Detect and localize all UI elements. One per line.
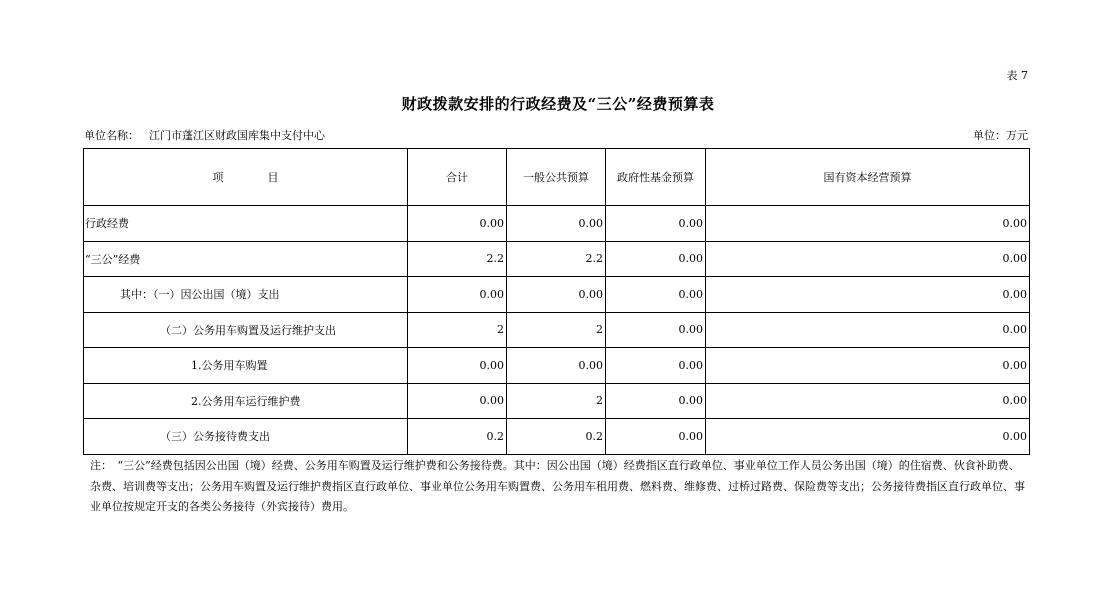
table-row xyxy=(84,206,1030,242)
header-state-capital-budget: 国有资本经营预算 xyxy=(706,149,1030,206)
row-item: 行政经费 xyxy=(84,206,408,242)
row-total: 0.2 xyxy=(408,419,507,455)
row-state: 0.00 xyxy=(706,348,1030,384)
row-state: 0.00 xyxy=(706,312,1030,348)
row-general: 0.2 xyxy=(507,419,606,455)
table-row xyxy=(84,419,1030,455)
row-general: 2.2 xyxy=(507,241,606,277)
row-general: 0.00 xyxy=(507,277,606,313)
row-general: 2 xyxy=(507,383,606,419)
row-fund: 0.00 xyxy=(606,312,706,348)
row-state: 0.00 xyxy=(706,383,1030,419)
row-fund: 0.00 xyxy=(606,206,706,242)
footnote: 注： “三公”经费包括因公出国（境）经费、公务用车购置及运行维护费和公务接待费。其中：因公出国（境）经费指区直行政单位、事业单位工作人员公务出国（境）的住宿费、伙食补助费、杂费、培训费等支出；公务用车购置及运行维护费指区直行政单位、事业单位公务用车购置费、公务用车租用费、燃料费、维修费、过桥过路费、保险费等支出；公务接待费指区直行政单位、事业单位按规定开支的各类公务接待（外宾接待）费用。 xyxy=(90,459,1025,513)
row-total: 0.00 xyxy=(408,206,507,242)
row-item: 1.公务用车购置 xyxy=(84,348,408,384)
row-fund: 0.00 xyxy=(606,348,706,384)
row-state: 0.00 xyxy=(706,241,1030,277)
table-number: 表 7 xyxy=(1006,69,1028,82)
row-total: 0.00 xyxy=(408,383,507,419)
row-total: 2.2 xyxy=(408,241,507,277)
row-fund: 0.00 xyxy=(606,277,706,313)
row-item: （三）公务接待费支出 xyxy=(84,419,408,455)
table-row xyxy=(84,312,1030,348)
row-fund: 0.00 xyxy=(606,383,706,419)
row-item: “三公”经费 xyxy=(84,241,408,277)
row-total: 0.00 xyxy=(408,348,507,384)
row-general: 2 xyxy=(507,312,606,348)
row-fund: 0.00 xyxy=(606,241,706,277)
table-row xyxy=(84,241,1030,277)
money-unit: 单位：万元 xyxy=(973,129,1028,142)
page-title: 财政拨款安排的行政经费及“三公”经费预算表 xyxy=(401,95,715,113)
table-row xyxy=(84,383,1030,419)
row-general: 0.00 xyxy=(507,348,606,384)
unit-name-line xyxy=(84,127,325,143)
unit-name-label: 单位名称： xyxy=(84,129,139,142)
header-item: 项 目 xyxy=(84,149,408,206)
row-state: 0.00 xyxy=(706,277,1030,313)
header-fund-budget: 政府性基金预算 xyxy=(606,149,706,206)
row-state: 0.00 xyxy=(706,419,1030,455)
row-total: 2 xyxy=(408,312,507,348)
row-item: （二）公务用车购置及运行维护支出 xyxy=(84,312,408,348)
unit-name-value: 江门市蓬江区财政国库集中支付中心 xyxy=(149,129,325,142)
row-item: 其中：（一）因公出国（境）支出 xyxy=(84,277,408,313)
row-fund: 0.00 xyxy=(606,419,706,455)
header-general-budget: 一般公共预算 xyxy=(507,149,606,206)
row-item: 2.公务用车运行维护费 xyxy=(84,383,408,419)
row-state: 0.00 xyxy=(706,206,1030,242)
row-general: 0.00 xyxy=(507,206,606,242)
budget-table xyxy=(83,148,1030,455)
table-row xyxy=(84,277,1030,313)
row-total: 0.00 xyxy=(408,277,507,313)
table-header-row xyxy=(84,149,1030,206)
header-total: 合计 xyxy=(408,149,507,206)
table-row xyxy=(84,348,1030,384)
